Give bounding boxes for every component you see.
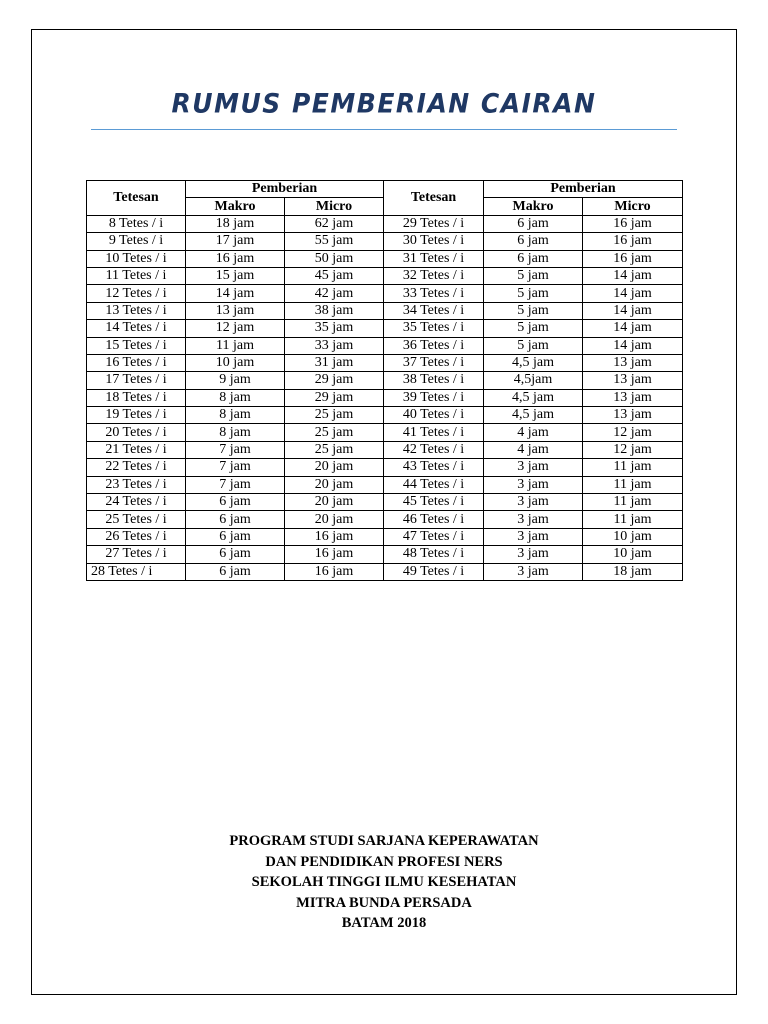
- table-row: [87, 233, 683, 250]
- header-makro-left: Makro: [186, 198, 285, 215]
- cell-micro-left: 25 jam: [285, 424, 384, 441]
- cell-tetesan-right: 40 Tetes / i: [384, 407, 484, 424]
- cell-makro-left: 16 jam: [186, 250, 285, 267]
- cell-makro-left: 11 jam: [186, 337, 285, 354]
- cell-micro-left: 20 jam: [285, 476, 384, 493]
- cell-micro-right: 10 jam: [583, 528, 683, 545]
- institution-footer: [0, 831, 768, 934]
- cell-micro-right: 13 jam: [583, 372, 683, 389]
- cell-makro-right: 4,5 jam: [484, 407, 583, 424]
- cell-makro-left: 7 jam: [186, 476, 285, 493]
- table-header-row-top: [87, 181, 683, 198]
- cell-micro-left: 50 jam: [285, 250, 384, 267]
- header-tetesan-left: Tetesan: [87, 181, 186, 216]
- cell-micro-left: 16 jam: [285, 563, 384, 580]
- cell-makro-right: 4 jam: [484, 424, 583, 441]
- cell-makro-left: 10 jam: [186, 354, 285, 371]
- table-row: [87, 407, 683, 424]
- cell-makro-left: 6 jam: [186, 546, 285, 563]
- cell-tetesan-left: 24 Tetes / i: [87, 494, 186, 511]
- cell-makro-right: 5 jam: [484, 302, 583, 319]
- table-row: [87, 250, 683, 267]
- infusion-rate-table: [86, 180, 683, 581]
- page-title: RUMUS PEMBERIAN CAIRAN: [171, 88, 597, 119]
- cell-micro-right: 11 jam: [583, 511, 683, 528]
- table-row: [87, 389, 683, 406]
- cell-makro-right: 3 jam: [484, 528, 583, 545]
- table-row: [87, 424, 683, 441]
- cell-makro-right: 4,5 jam: [484, 389, 583, 406]
- cell-tetesan-right: 41 Tetes / i: [384, 424, 484, 441]
- cell-micro-right: 11 jam: [583, 476, 683, 493]
- cell-makro-left: 6 jam: [186, 528, 285, 545]
- cell-micro-left: 20 jam: [285, 494, 384, 511]
- cell-micro-left: 29 jam: [285, 372, 384, 389]
- cell-makro-left: 7 jam: [186, 459, 285, 476]
- cell-makro-right: 3 jam: [484, 494, 583, 511]
- header-pemberian-right: Pemberian: [484, 181, 683, 198]
- cell-micro-left: 42 jam: [285, 285, 384, 302]
- cell-micro-right: 14 jam: [583, 267, 683, 284]
- footer-line-school: SEKOLAH TINGGI ILMU KESEHATAN: [251, 874, 517, 891]
- cell-tetesan-right: 30 Tetes / i: [384, 233, 484, 250]
- cell-micro-right: 14 jam: [583, 320, 683, 337]
- cell-tetesan-left: 21 Tetes / i: [87, 441, 186, 458]
- cell-tetesan-right: 34 Tetes / i: [384, 302, 484, 319]
- cell-tetesan-left: 8 Tetes / i: [87, 215, 186, 232]
- cell-makro-right: 3 jam: [484, 546, 583, 563]
- cell-micro-left: 33 jam: [285, 337, 384, 354]
- cell-micro-right: 18 jam: [583, 563, 683, 580]
- cell-makro-left: 15 jam: [186, 267, 285, 284]
- cell-makro-right: 6 jam: [484, 250, 583, 267]
- cell-makro-left: 14 jam: [186, 285, 285, 302]
- cell-tetesan-left: 26 Tetes / i: [87, 528, 186, 545]
- cell-micro-right: 11 jam: [583, 494, 683, 511]
- cell-micro-right: 16 jam: [583, 233, 683, 250]
- cell-tetesan-right: 43 Tetes / i: [384, 459, 484, 476]
- table-row: [87, 285, 683, 302]
- table-row: [87, 459, 683, 476]
- cell-makro-left: 6 jam: [186, 511, 285, 528]
- cell-micro-left: 20 jam: [285, 511, 384, 528]
- cell-micro-left: 16 jam: [285, 546, 384, 563]
- table-row: [87, 476, 683, 493]
- table-row: [87, 337, 683, 354]
- cell-tetesan-left: 17 Tetes / i: [87, 372, 186, 389]
- cell-tetesan-right: 45 Tetes / i: [384, 494, 484, 511]
- header-pemberian-left: Pemberian: [186, 181, 384, 198]
- cell-micro-right: 11 jam: [583, 459, 683, 476]
- cell-micro-right: 13 jam: [583, 407, 683, 424]
- cell-makro-right: 4,5jam: [484, 372, 583, 389]
- cell-tetesan-left: 18 Tetes / i: [87, 389, 186, 406]
- cell-tetesan-right: 49 Tetes / i: [384, 563, 484, 580]
- cell-tetesan-left: 16 Tetes / i: [87, 354, 186, 371]
- cell-tetesan-right: 31 Tetes / i: [384, 250, 484, 267]
- table-row: [87, 215, 683, 232]
- cell-micro-left: 29 jam: [285, 389, 384, 406]
- table-row: [87, 546, 683, 563]
- cell-makro-right: 5 jam: [484, 320, 583, 337]
- header-micro-right: Micro: [583, 198, 683, 215]
- cell-makro-right: 3 jam: [484, 511, 583, 528]
- table-row: [87, 563, 683, 580]
- cell-makro-left: 12 jam: [186, 320, 285, 337]
- table-row: [87, 267, 683, 284]
- table-row: [87, 441, 683, 458]
- cell-makro-right: 4 jam: [484, 441, 583, 458]
- cell-micro-right: 10 jam: [583, 546, 683, 563]
- cell-tetesan-right: 46 Tetes / i: [384, 511, 484, 528]
- cell-makro-right: 6 jam: [484, 233, 583, 250]
- cell-micro-left: 45 jam: [285, 267, 384, 284]
- cell-tetesan-left: 10 Tetes / i: [87, 250, 186, 267]
- cell-micro-right: 16 jam: [583, 250, 683, 267]
- cell-tetesan-right: 39 Tetes / i: [384, 389, 484, 406]
- cell-makro-right: 5 jam: [484, 337, 583, 354]
- cell-tetesan-right: 35 Tetes / i: [384, 320, 484, 337]
- cell-tetesan-left: 25 Tetes / i: [87, 511, 186, 528]
- cell-tetesan-right: 29 Tetes / i: [384, 215, 484, 232]
- footer-line-city-year: BATAM 2018: [341, 915, 427, 932]
- cell-micro-right: 14 jam: [583, 285, 683, 302]
- header-micro-left: Micro: [285, 198, 384, 215]
- cell-micro-right: 14 jam: [583, 302, 683, 319]
- title-underline: [91, 129, 677, 130]
- cell-tetesan-right: 47 Tetes / i: [384, 528, 484, 545]
- header-tetesan-right: Tetesan: [384, 181, 484, 216]
- cell-micro-left: 55 jam: [285, 233, 384, 250]
- table-row: [87, 528, 683, 545]
- cell-micro-left: 25 jam: [285, 441, 384, 458]
- cell-micro-right: 14 jam: [583, 337, 683, 354]
- cell-makro-right: 3 jam: [484, 459, 583, 476]
- cell-micro-left: 38 jam: [285, 302, 384, 319]
- cell-makro-left: 6 jam: [186, 494, 285, 511]
- cell-makro-left: 6 jam: [186, 563, 285, 580]
- cell-tetesan-left: 15 Tetes / i: [87, 337, 186, 354]
- cell-makro-left: 9 jam: [186, 372, 285, 389]
- cell-micro-right: 13 jam: [583, 389, 683, 406]
- cell-makro-left: 8 jam: [186, 389, 285, 406]
- cell-micro-right: 16 jam: [583, 215, 683, 232]
- cell-micro-right: 12 jam: [583, 441, 683, 458]
- footer-line-profession: DAN PENDIDIKAN PROFESI NERS: [265, 853, 503, 870]
- cell-tetesan-left: 22 Tetes / i: [87, 459, 186, 476]
- cell-micro-right: 13 jam: [583, 354, 683, 371]
- cell-tetesan-right: 42 Tetes / i: [384, 441, 484, 458]
- cell-makro-right: 5 jam: [484, 285, 583, 302]
- cell-makro-right: 5 jam: [484, 267, 583, 284]
- cell-tetesan-left: 28 Tetes / i: [87, 563, 186, 580]
- cell-tetesan-right: 33 Tetes / i: [384, 285, 484, 302]
- cell-micro-left: 25 jam: [285, 407, 384, 424]
- cell-tetesan-right: 38 Tetes / i: [384, 372, 484, 389]
- header-makro-right: Makro: [484, 198, 583, 215]
- cell-tetesan-left: 9 Tetes / i: [87, 233, 186, 250]
- cell-makro-left: 8 jam: [186, 424, 285, 441]
- cell-makro-right: 4,5 jam: [484, 354, 583, 371]
- cell-makro-left: 7 jam: [186, 441, 285, 458]
- cell-micro-left: 20 jam: [285, 459, 384, 476]
- cell-makro-left: 13 jam: [186, 302, 285, 319]
- cell-micro-left: 16 jam: [285, 528, 384, 545]
- table-row: [87, 494, 683, 511]
- cell-tetesan-left: 14 Tetes / i: [87, 320, 186, 337]
- cell-tetesan-right: 44 Tetes / i: [384, 476, 484, 493]
- cell-micro-left: 31 jam: [285, 354, 384, 371]
- cell-tetesan-left: 19 Tetes / i: [87, 407, 186, 424]
- cell-tetesan-left: 11 Tetes / i: [87, 267, 186, 284]
- footer-line-program: PROGRAM STUDI SARJANA KEPERAWATAN: [229, 833, 539, 849]
- cell-micro-left: 62 jam: [285, 215, 384, 232]
- table-row: [87, 302, 683, 319]
- cell-tetesan-left: 20 Tetes / i: [87, 424, 186, 441]
- table-row: [87, 511, 683, 528]
- table-row: [87, 372, 683, 389]
- cell-micro-right: 12 jam: [583, 424, 683, 441]
- cell-makro-right: 3 jam: [484, 476, 583, 493]
- footer-line-institution: MITRA BUNDA PERSADA: [296, 894, 472, 911]
- cell-tetesan-left: 12 Tetes / i: [87, 285, 186, 302]
- cell-tetesan-right: 37 Tetes / i: [384, 354, 484, 371]
- cell-makro-left: 17 jam: [186, 233, 285, 250]
- cell-makro-right: 6 jam: [484, 215, 583, 232]
- cell-makro-left: 18 jam: [186, 215, 285, 232]
- table-row: [87, 320, 683, 337]
- cell-tetesan-right: 32 Tetes / i: [384, 267, 484, 284]
- cell-tetesan-left: 13 Tetes / i: [87, 302, 186, 319]
- cell-tetesan-left: 23 Tetes / i: [87, 476, 186, 493]
- cell-tetesan-left: 27 Tetes / i: [87, 546, 186, 563]
- cell-makro-right: 3 jam: [484, 563, 583, 580]
- cell-tetesan-right: 48 Tetes / i: [384, 546, 484, 563]
- cell-micro-left: 35 jam: [285, 320, 384, 337]
- cell-makro-left: 8 jam: [186, 407, 285, 424]
- table-row: [87, 354, 683, 371]
- cell-tetesan-right: 36 Tetes / i: [384, 337, 484, 354]
